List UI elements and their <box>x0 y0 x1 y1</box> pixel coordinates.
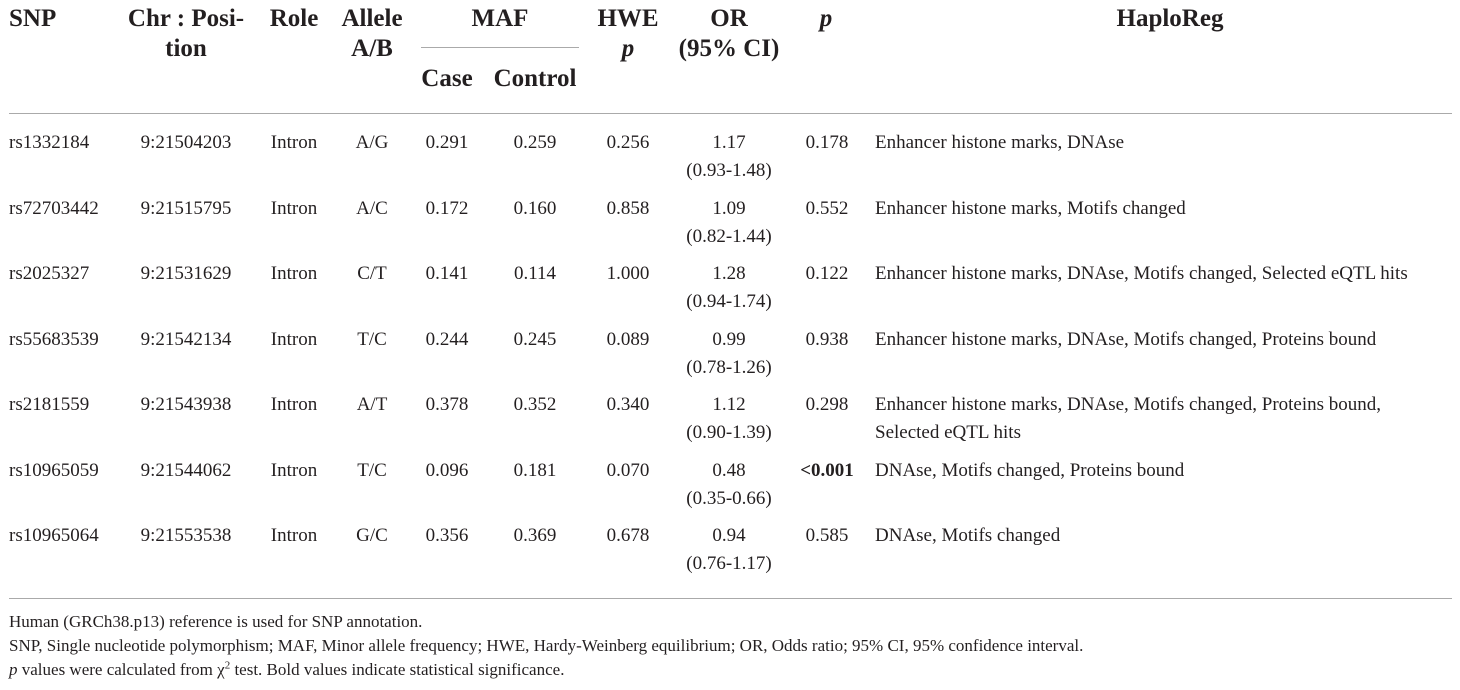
cell-hwe: 0.256 <box>606 132 650 153</box>
cell-haploreg: Enhancer histone marks, Motifs changed <box>875 197 1186 219</box>
cell-ci: (0.35-0.66) <box>686 487 772 509</box>
cell-maf-control: 0.160 <box>513 197 557 219</box>
cell-role: Intron <box>270 328 318 350</box>
cell-or: 0.99 <box>712 328 746 350</box>
cell-position: 9:21543938 <box>140 394 232 415</box>
footer-rule <box>9 598 1452 599</box>
cell-snp: rs10965064 <box>9 525 99 546</box>
cell-maf-control: 0.181 <box>513 459 557 481</box>
cell-ci: (0.94-1.74) <box>686 291 772 312</box>
footnote-p-symbol: p <box>9 660 18 679</box>
cell-haploreg: Enhancer histone marks, DNAse, Motifs changed, Selected eQTL hits <box>875 263 1408 284</box>
cell-p: 0.298 <box>805 394 849 415</box>
header-hwe-line1: HWE <box>597 5 659 32</box>
table-row <box>0 129 1460 191</box>
cell-allele: T/C <box>357 459 387 481</box>
cell-or: 1.12 <box>712 394 746 415</box>
footnote-text-b: test. Bold values indicate statistical significance. <box>230 660 565 679</box>
cell-p: 0.938 <box>805 328 849 350</box>
header-rule <box>9 113 1452 114</box>
cell-ci: (0.76-1.17) <box>686 553 772 574</box>
cell-allele: A/T <box>356 394 388 415</box>
cell-role: Intron <box>270 394 318 415</box>
header-p: p <box>819 5 833 32</box>
header-allele-line1: Allele <box>341 5 403 32</box>
header-maf-control: Control <box>493 65 577 92</box>
cell-maf-case: 0.244 <box>425 328 469 350</box>
cell-haploreg: Enhancer histone marks, DNAse, Motifs changed, Proteins bound, Selected eQTL hits <box>875 394 1382 443</box>
cell-maf-control: 0.245 <box>513 328 557 350</box>
cell-hwe: 0.070 <box>606 459 650 481</box>
cell-hwe: 0.089 <box>606 328 650 350</box>
cell-position: 9:21553538 <box>140 525 232 546</box>
cell-p: 0.585 <box>805 525 849 546</box>
cell-haploreg: DNAse, Motifs changed, Proteins bound <box>875 459 1185 481</box>
header-hwe-line2: p <box>621 35 635 62</box>
cell-allele: T/C <box>357 328 387 350</box>
table-row <box>0 260 1460 322</box>
cell-p: 0.178 <box>805 132 849 153</box>
cell-maf-control: 0.369 <box>513 525 557 546</box>
cell-or: 1.09 <box>712 197 746 219</box>
cell-snp: rs72703442 <box>9 197 99 219</box>
cell-snp: rs2181559 <box>9 394 90 415</box>
header-hwe <box>592 4 664 64</box>
header-role: Role <box>269 5 319 32</box>
cell-hwe: 0.340 <box>606 394 650 415</box>
header-allele <box>334 4 410 64</box>
cell-haploreg: Enhancer histone marks, DNAse <box>875 132 1125 153</box>
footnote-text-a: values were calculated from <box>17 660 218 679</box>
cell-position: 9:21544062 <box>140 459 232 481</box>
cell-or: 0.94 <box>712 525 746 546</box>
cell-allele: G/C <box>356 525 388 546</box>
header-haploreg: HaploReg <box>1116 5 1224 32</box>
header-allele-line2: A/B <box>351 35 393 62</box>
cell-hwe: 0.678 <box>606 525 650 546</box>
cell-role: Intron <box>270 132 318 153</box>
header-snp: SNP <box>9 5 57 32</box>
cell-position: 9:21515795 <box>140 197 232 219</box>
header-maf: MAF <box>471 5 529 32</box>
cell-maf-control: 0.114 <box>513 263 557 284</box>
footnote-reference: Human (GRCh38.p13) reference is used for SNP annotation. <box>9 612 423 631</box>
footnote-statistics <box>9 659 564 681</box>
table-row <box>0 326 1460 388</box>
cell-ci: (0.93-1.48) <box>686 160 772 181</box>
cell-ci: (0.82-1.44) <box>686 225 772 247</box>
table-row <box>0 457 1460 519</box>
cell-haploreg: Enhancer histone marks, DNAse, Motifs changed, Proteins bound <box>875 328 1377 350</box>
maf-divider <box>421 47 579 48</box>
cell-maf-case: 0.378 <box>425 394 469 415</box>
cell-hwe: 0.858 <box>606 197 650 219</box>
cell-position: 9:21531629 <box>140 263 232 284</box>
cell-p-significant: <0.001 <box>800 459 854 481</box>
cell-snp: rs55683539 <box>9 328 99 350</box>
cell-allele: A/C <box>356 197 388 219</box>
cell-snp: rs1332184 <box>9 132 90 153</box>
cell-or: 0.48 <box>712 459 746 481</box>
cell-ci: (0.78-1.26) <box>686 356 772 378</box>
table-row <box>0 391 1460 453</box>
cell-role: Intron <box>270 459 318 481</box>
cell-maf-case: 0.141 <box>425 263 469 284</box>
cell-snp: rs10965059 <box>9 459 99 481</box>
cell-position: 9:21542134 <box>140 328 232 350</box>
cell-or: 1.17 <box>712 132 746 153</box>
cell-maf-case: 0.356 <box>425 525 469 546</box>
footnote-chi-superscript: 2 <box>224 659 231 672</box>
header-or-line2: (95% CI) <box>678 35 780 62</box>
cell-position: 9:21504203 <box>140 132 232 153</box>
cell-or: 1.28 <box>712 263 746 284</box>
header-maf-case: Case <box>421 65 473 92</box>
header-or <box>672 4 786 64</box>
cell-maf-case: 0.096 <box>425 459 469 481</box>
cell-p: 0.552 <box>805 197 849 219</box>
header-chr-pos <box>118 4 254 64</box>
header-chr-pos-line2: tion <box>165 35 207 62</box>
table-row <box>0 522 1460 584</box>
cell-role: Intron <box>270 197 318 219</box>
table-row <box>0 195 1460 257</box>
header-chr-pos-line1: Chr : Posi- <box>127 5 245 32</box>
cell-role: Intron <box>270 525 318 546</box>
cell-ci: (0.90-1.39) <box>686 422 772 443</box>
cell-allele: C/T <box>357 263 387 284</box>
cell-role: Intron <box>270 263 318 284</box>
cell-maf-case: 0.172 <box>425 197 469 219</box>
footnote-chi-symbol: χ <box>217 660 225 679</box>
header-or-line1: OR <box>710 5 748 32</box>
cell-snp: rs2025327 <box>9 263 90 284</box>
cell-p: 0.122 <box>805 263 849 284</box>
cell-allele: A/G <box>355 132 389 153</box>
cell-hwe: 1.000 <box>606 263 650 284</box>
footnote-abbreviations: SNP, Single nucleotide polymorphism; MAF, Minor allele frequency; HWE, Hardy-Weinberg equilibrium; OR, Odds ratio; 95% CI, 95% confidence interval. <box>9 636 1084 655</box>
cell-maf-control: 0.259 <box>513 132 557 153</box>
cell-maf-case: 0.291 <box>425 132 469 153</box>
cell-maf-control: 0.352 <box>513 394 557 415</box>
cell-haploreg: DNAse, Motifs changed <box>875 525 1061 546</box>
